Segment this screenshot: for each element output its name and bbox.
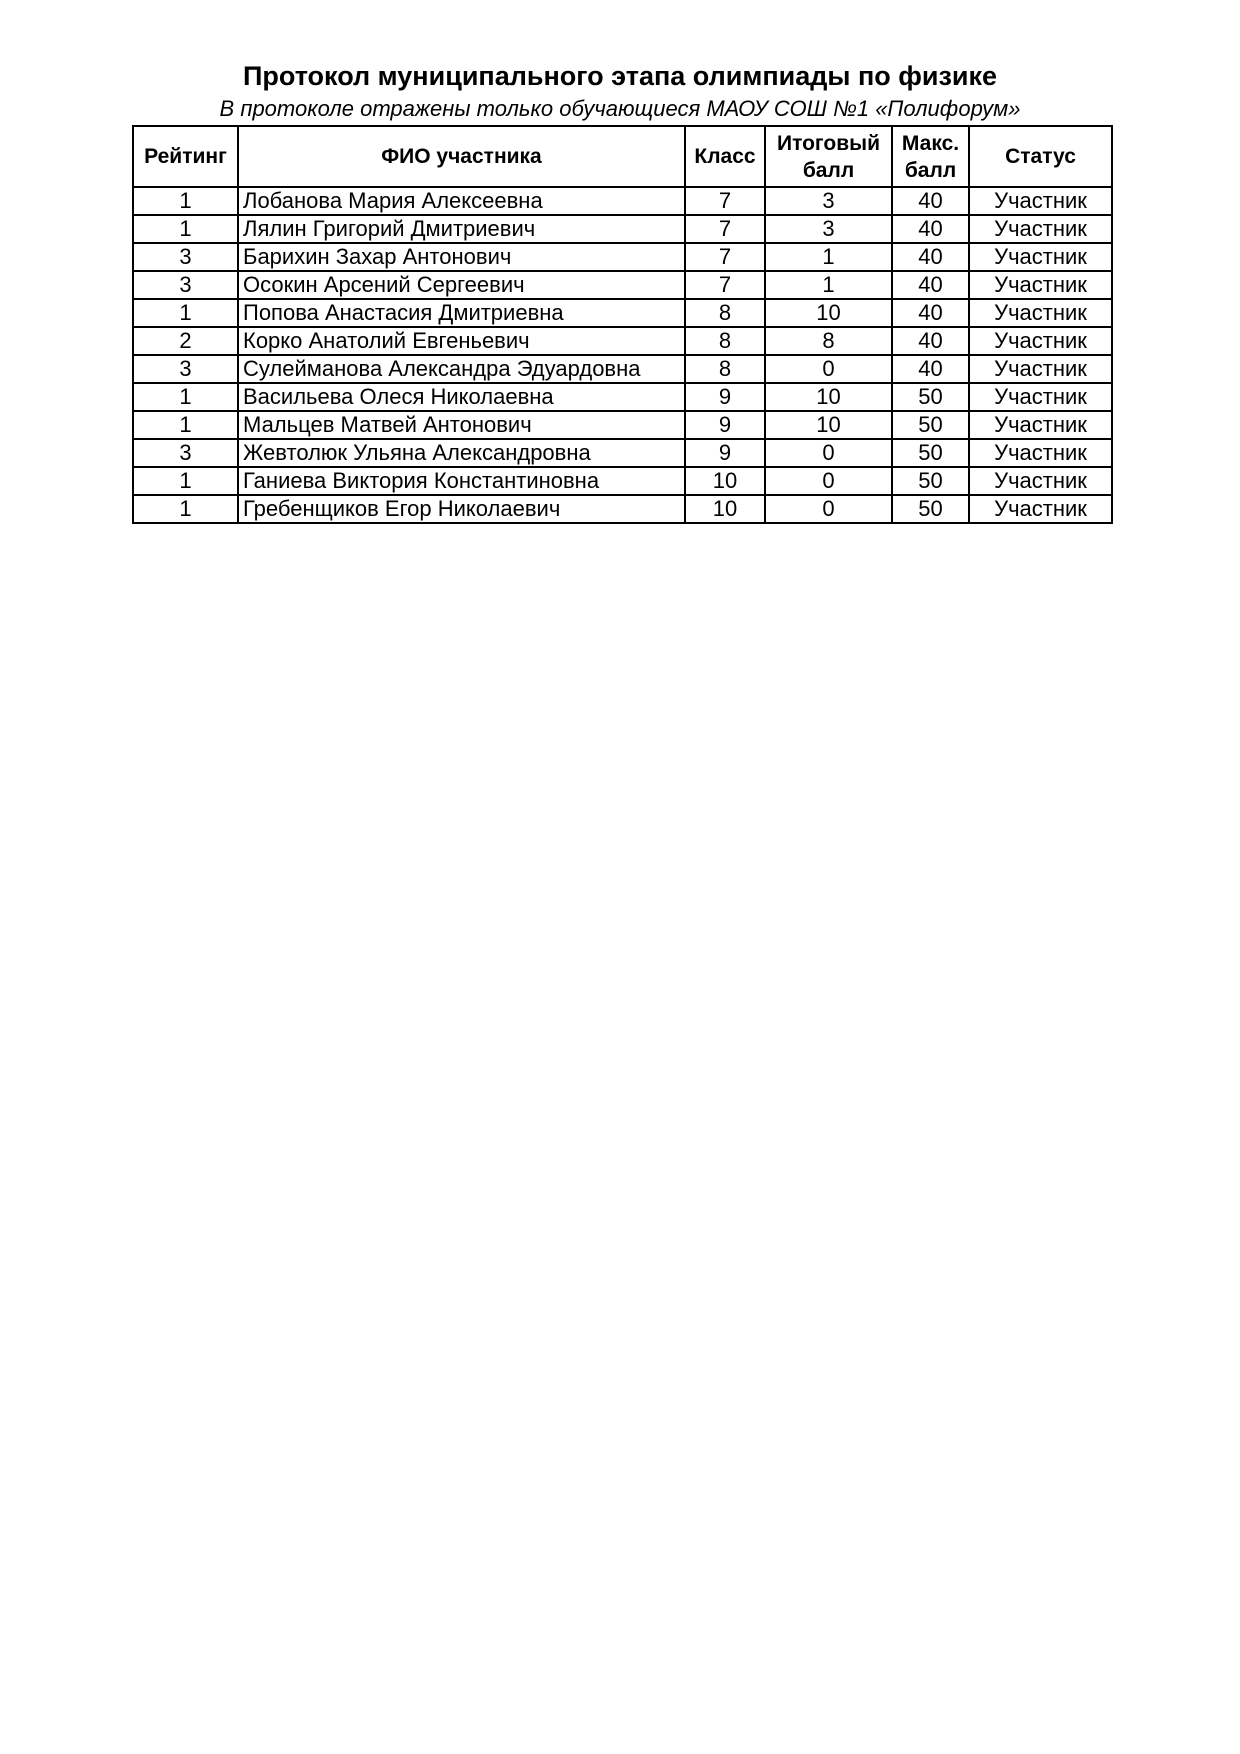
cell-score: 1 [765, 243, 892, 271]
table-row [133, 355, 1112, 383]
table-row [133, 271, 1112, 299]
header-max-line1: Макс. [901, 131, 960, 155]
table-row [133, 495, 1112, 523]
header-name: ФИО участника [238, 126, 685, 187]
cell-status: Участник [969, 355, 1112, 383]
cell-status: Участник [969, 439, 1112, 467]
table-row [133, 467, 1112, 495]
table-body [133, 187, 1112, 523]
cell-score: 10 [765, 411, 892, 439]
cell-max: 50 [892, 439, 969, 467]
table-row [133, 383, 1112, 411]
cell-grade: 9 [685, 411, 765, 439]
cell-name: Мальцев Матвей Антонович [238, 411, 685, 439]
cell-max: 40 [892, 243, 969, 271]
cell-name: Гребенщиков Егор Николаевич [238, 495, 685, 523]
cell-score: 10 [765, 299, 892, 327]
cell-status: Участник [969, 383, 1112, 411]
cell-grade: 10 [685, 467, 765, 495]
cell-rating: 1 [133, 215, 238, 243]
cell-rating: 3 [133, 439, 238, 467]
cell-status: Участник [969, 243, 1112, 271]
header-rating: Рейтинг [133, 126, 238, 187]
cell-name: Лобанова Мария Алексеевна [238, 187, 685, 215]
cell-status: Участник [969, 187, 1112, 215]
header-grade: Класс [685, 126, 765, 187]
table-row [133, 411, 1112, 439]
cell-score: 8 [765, 327, 892, 355]
cell-rating: 1 [133, 299, 238, 327]
cell-max: 40 [892, 215, 969, 243]
header-max-line2: балл [904, 158, 957, 182]
table-row [133, 439, 1112, 467]
cell-grade: 7 [685, 215, 765, 243]
cell-rating: 3 [133, 243, 238, 271]
table-row [133, 215, 1112, 243]
header-score [765, 126, 892, 187]
cell-name: Васильева Олеся Николаевна [238, 383, 685, 411]
cell-grade: 8 [685, 299, 765, 327]
cell-grade: 8 [685, 327, 765, 355]
table-row [133, 327, 1112, 355]
cell-rating: 1 [133, 467, 238, 495]
cell-grade: 7 [685, 243, 765, 271]
cell-score: 3 [765, 187, 892, 215]
cell-max: 40 [892, 355, 969, 383]
table-row [133, 187, 1112, 215]
header-status: Статус [969, 126, 1112, 187]
cell-name: Попова Анастасия Дмитриевна [238, 299, 685, 327]
header-score-line1: Итоговый [777, 131, 880, 155]
header-max [892, 126, 969, 187]
cell-rating: 2 [133, 327, 238, 355]
cell-score: 1 [765, 271, 892, 299]
cell-name: Корко Анатолий Евгеньевич [238, 327, 685, 355]
cell-max: 50 [892, 411, 969, 439]
cell-status: Участник [969, 271, 1112, 299]
header-score-line2: балл [802, 158, 855, 182]
cell-max: 40 [892, 271, 969, 299]
cell-status: Участник [969, 299, 1112, 327]
cell-rating: 1 [133, 187, 238, 215]
table-row [133, 299, 1112, 327]
cell-grade: 9 [685, 383, 765, 411]
cell-max: 50 [892, 467, 969, 495]
cell-name: Сулейманова Александра Эдуардовна [238, 355, 685, 383]
cell-rating: 3 [133, 271, 238, 299]
cell-score: 3 [765, 215, 892, 243]
header-row [133, 126, 1112, 187]
cell-status: Участник [969, 467, 1112, 495]
cell-score: 0 [765, 467, 892, 495]
cell-max: 40 [892, 299, 969, 327]
cell-rating: 1 [133, 411, 238, 439]
page-subtitle: В протоколе отражены только обучающиеся МАОУ СОШ №1 «Полифорум» [219, 96, 1021, 121]
table-header [133, 126, 1112, 187]
cell-max: 40 [892, 327, 969, 355]
cell-grade: 7 [685, 187, 765, 215]
results-table [132, 125, 1113, 524]
cell-name: Ганиева Виктория Константиновна [238, 467, 685, 495]
cell-score: 0 [765, 495, 892, 523]
cell-name: Осокин Арсений Сергеевич [238, 271, 685, 299]
cell-status: Участник [969, 495, 1112, 523]
cell-grade: 9 [685, 439, 765, 467]
cell-max: 50 [892, 495, 969, 523]
cell-max: 50 [892, 383, 969, 411]
cell-rating: 1 [133, 495, 238, 523]
cell-score: 0 [765, 355, 892, 383]
cell-max: 40 [892, 187, 969, 215]
cell-rating: 1 [133, 383, 238, 411]
cell-rating: 3 [133, 355, 238, 383]
cell-status: Участник [969, 327, 1112, 355]
cell-grade: 8 [685, 355, 765, 383]
cell-grade: 10 [685, 495, 765, 523]
cell-score: 0 [765, 439, 892, 467]
cell-name: Лялин Григорий Дмитриевич [238, 215, 685, 243]
cell-grade: 7 [685, 271, 765, 299]
cell-score: 10 [765, 383, 892, 411]
page-title: Протокол муниципального этапа олимпиады по физике [242, 61, 998, 91]
cell-name: Жевтолюк Ульяна Александровна [238, 439, 685, 467]
cell-status: Участник [969, 215, 1112, 243]
cell-status: Участник [969, 411, 1112, 439]
table-row [133, 243, 1112, 271]
cell-name: Барихин Захар Антонович [238, 243, 685, 271]
